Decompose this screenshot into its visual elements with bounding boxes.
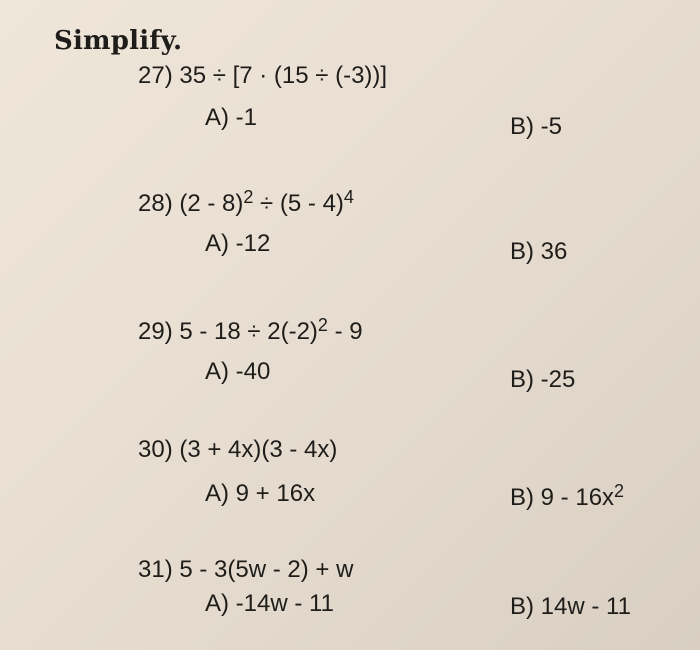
problem-30-expression: (3 + 4x)(3 - 4x): [179, 436, 338, 463]
worksheet-title: Simplify.: [54, 26, 183, 56]
problem-30-choice-a: A) 9 + 16x: [205, 480, 316, 507]
problem-31-choice-a: A) -14w - 11: [205, 590, 334, 617]
problem-28-number: 28): [138, 190, 173, 217]
problem-28-choice-a: A) -12: [205, 230, 271, 257]
problem-28-question: [138, 186, 354, 217]
problem-31-expression: 5 - 3(5w - 2) + w: [179, 556, 354, 583]
problem-27-choice-a: A) -1: [205, 104, 258, 131]
problem-29-choice-a: A) -40: [205, 358, 271, 385]
problem-28-expression: (2 - 8)$^2$ ÷ (5 - 4)$^4$: [179, 186, 354, 217]
problem-27-expression: 35 ÷ [7 · (15 ÷ (-3))]: [179, 62, 388, 89]
problem-29-number: 29): [138, 318, 173, 345]
problem-31-question: [138, 558, 353, 582]
problem-30-choice-b: B) $9 - 16x^2$: [510, 480, 625, 511]
problem-29-choice-b: B) -25: [510, 366, 576, 393]
problem-28-choice-b: B) 36: [510, 238, 568, 265]
problem-31-number: 31): [138, 556, 173, 583]
problem-27-question: [138, 64, 387, 88]
problem-29-expression: $5 - 18 \div 2(-2)^2 - 9$: [179, 314, 363, 345]
problem-31-choice-b: B) 14w - 11: [510, 593, 631, 620]
problem-27-choice-b: B) -5: [510, 113, 563, 140]
problem-30-question: [138, 438, 337, 462]
problem-29-question: [138, 314, 363, 345]
problem-30-number: 30): [138, 436, 173, 463]
problem-27-number: 27): [138, 62, 173, 89]
